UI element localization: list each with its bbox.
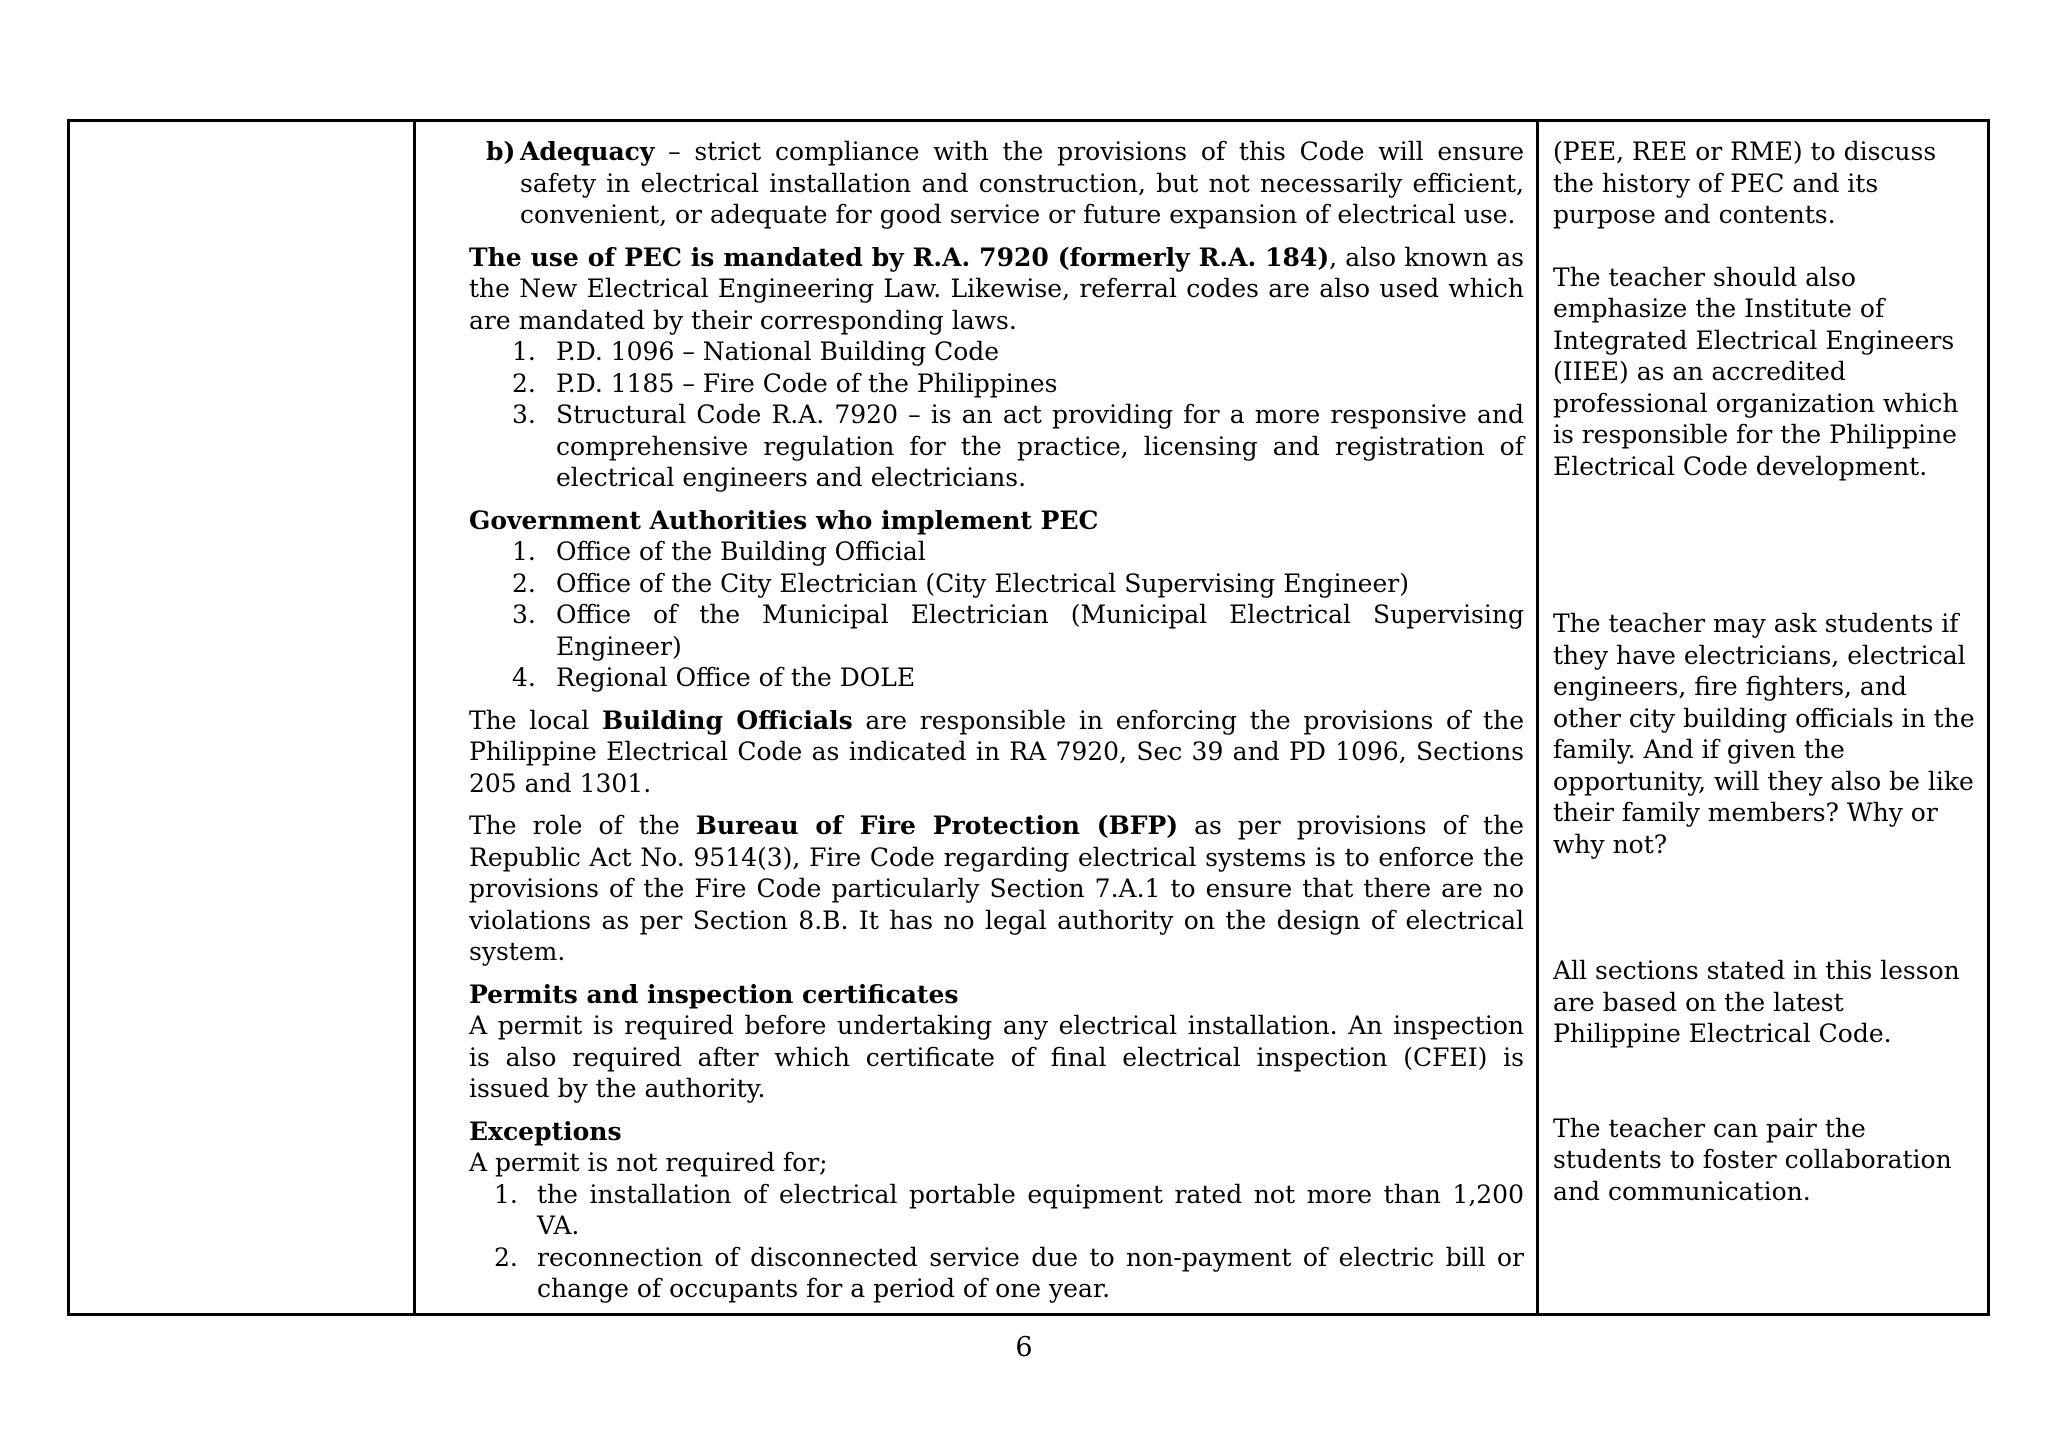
list-item: 2. Office of the City Electrician (City Electrical Supervising Engineer) [512, 568, 1409, 598]
content-column [415, 121, 1538, 1315]
teacher-note: The teacher can pair the students to foster collaboration and communication. [1553, 1113, 1952, 1206]
authorities-list [469, 536, 1524, 694]
teacher-note: (PEE, REE or RME) to discuss the history of PEC and its purpose and contents. [1553, 137, 1937, 229]
teacher-notes-column [1538, 121, 1989, 1315]
adequacy-label: b) [486, 137, 516, 166]
permits-heading: Permits and inspection certificates [469, 979, 959, 1009]
list-item: 1. P.D. 1096 – National Building Code [512, 337, 1000, 366]
list-item: 1. Office of the Building Official [512, 537, 926, 566]
pec-mandate-paragraph [469, 242, 1524, 337]
list-item: 3. Structural Code R.A. 7920 – is an act providing for a more responsive and comprehensive regulation for the practice, licensing and registration of electrical engineers and electricians. [512, 400, 1524, 492]
list-item: 1. the installation of electrical portable equipment rated not more than 1,200 VA. [494, 1179, 1524, 1240]
adequacy-term: Adequacy [520, 137, 655, 166]
teacher-note: All sections stated in this lesson are based on the latest Philippine Electrical Code. [1553, 956, 1960, 1048]
list-item: 2. reconnection of disconnected service due to non-payment of electric bill or change of occupants for a period of one year. [494, 1242, 1524, 1303]
teacher-note: The teacher may ask students if they have electricians, electrical engineers, fire fighters, and other city building officials in the family. And if given the opportunity, will they also be like their family members? Why or why not? [1553, 609, 1975, 859]
exceptions-list [469, 1179, 1524, 1305]
pec-mandate-text: , also known as the New Electrical Engineering Law. Likewise, referral codes are also used which are mandated by their corresponding laws. [469, 242, 1524, 335]
building-officials-paragraph: The local Building Officials are responsible in enforcing the provisions of the Philippine Electrical Code as indicated in RA 7920, Sec 39 and PD 1096, Sections 205 and 1301. [469, 705, 1524, 798]
list-item: 3. Office of the Municipal Electrician (Municipal Electrical Supervising Engineer) [512, 600, 1524, 661]
authorities-heading: Government Authorities who implement PEC [469, 505, 1099, 535]
permits-text: A permit is required before undertaking any electrical installation. An inspection is also required after which certificate of final electrical inspection (CFEI) is issued by the authority. [469, 1011, 1524, 1103]
list-item: 4. Regional Office of the DOLE [512, 663, 916, 692]
empty-left-column [69, 121, 415, 1315]
list-item: 2. P.D. 1185 – Fire Code of the Philippines [512, 368, 1058, 398]
page-number: 6 [1015, 1332, 1033, 1363]
bfp-paragraph: The role of the Bureau of Fire Protection (BFP) as per provisions of the Republic Act No. 9514(3), Fire Code regarding electrical systems is to enforce the provisions of the Fire Code particularly Section 7.A.1 to ensure that there are no violations as per Section 8.B. It has no legal authority on the design of electrical system. [469, 811, 1524, 966]
pec-mandate-bold: The use of PEC is mandated by R.A. 7920 (formerly R.A. 184) [469, 242, 1330, 272]
adequacy-text: – strict compliance with the provisions of this Code will ensure safety in electrical installation and construction, but not necessarily efficient, convenient, or adequate for good service or future expansion of electrical use. [520, 137, 1524, 229]
table-row [69, 121, 1989, 1315]
teacher-note: The teacher should also emphasize the Institute of Integrated Electrical Engineers (IIEE) as an accredited professional organization which is responsible for the Philippine Electrical Code development. [1553, 262, 1959, 481]
adequacy-item [469, 136, 1524, 231]
exceptions-heading: Exceptions [469, 1116, 622, 1146]
lesson-plan-table [67, 119, 1990, 1316]
exceptions-intro: A permit is not required for; [469, 1148, 828, 1177]
referral-codes-list [469, 336, 1524, 494]
